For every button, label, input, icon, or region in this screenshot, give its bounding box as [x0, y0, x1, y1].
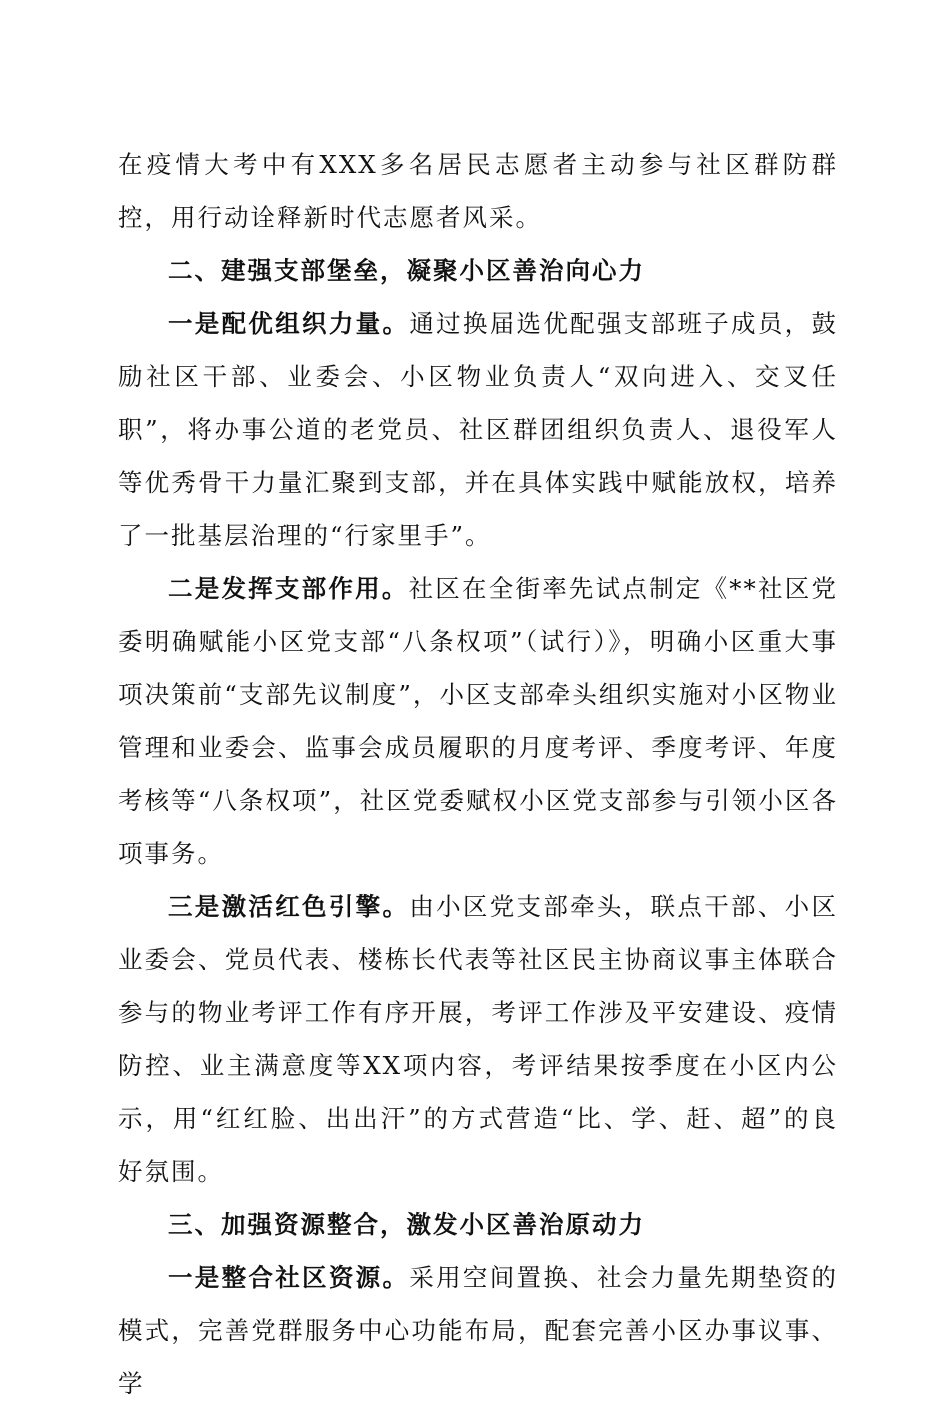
paragraph-lead: 一是整合社区资源。	[168, 1263, 410, 1292]
paragraph-resources	[118, 1251, 838, 1410]
paragraph-lead: 一是配优组织力量。	[168, 309, 410, 338]
paragraph-text: 社区在全街率先试点制定《**社区党委明确赋能小区党支部“八条权项”（试行）》，明确小区重大事项决策前“支部先议制度”，小区支部牵头组织实施对小区物业管理和业委会、监事会成员履职的月度考评、季度考评、年度考核等“八条权项”，社区党委赋权小区党支部参与引领小区各项事务。	[118, 574, 838, 868]
paragraph-text: 由小区党支部牵头，联点干部、小区业委会、党员代表、楼栋长代表等社区民主协商议事主体联合参与的物业考评工作有序开展，考评工作涉及平安建设、疫情防控、业主满意度等XX项内容，考评结果按季度在小区内公示，用“红红脸、出出汗”的方式营造“比、学、赶、超”的良好氛围。	[118, 892, 838, 1186]
paragraph-organization	[118, 297, 838, 562]
paragraph-volunteers	[118, 138, 838, 244]
heading-text: 二、建强支部堡垒，凝聚小区善治向心力	[168, 256, 645, 285]
document-body	[118, 138, 838, 1410]
section-heading-3	[118, 1198, 838, 1251]
paragraph-text: 通过换届选优配强支部班子成员，鼓励社区干部、业委会、小区物业负责人“双向进入、交叉任职”，将办事公道的老党员、社区群团组织负责人、退役军人等优秀骨干力量汇聚到支部，并在具体实践中赋能放权，培养了一批基层治理的“行家里手”。	[118, 309, 838, 550]
paragraph-lead: 三是激活红色引擎。	[168, 892, 410, 921]
paragraph-text: 在疫情大考中有XXX多名居民志愿者主动参与社区群防群控，用行动诠释新时代志愿者风采。	[118, 150, 838, 232]
paragraph-branch-role	[118, 562, 838, 880]
heading-text: 三、加强资源整合，激发小区善治原动力	[168, 1210, 645, 1239]
paragraph-text: 采用空间置换、社会力量先期垫资的模式，完善党群服务中心功能布局，配套完善小区办事议事、学	[118, 1263, 838, 1398]
paragraph-red-engine	[118, 880, 838, 1198]
paragraph-lead: 二是发挥支部作用。	[168, 574, 409, 603]
section-heading-2	[118, 244, 838, 297]
